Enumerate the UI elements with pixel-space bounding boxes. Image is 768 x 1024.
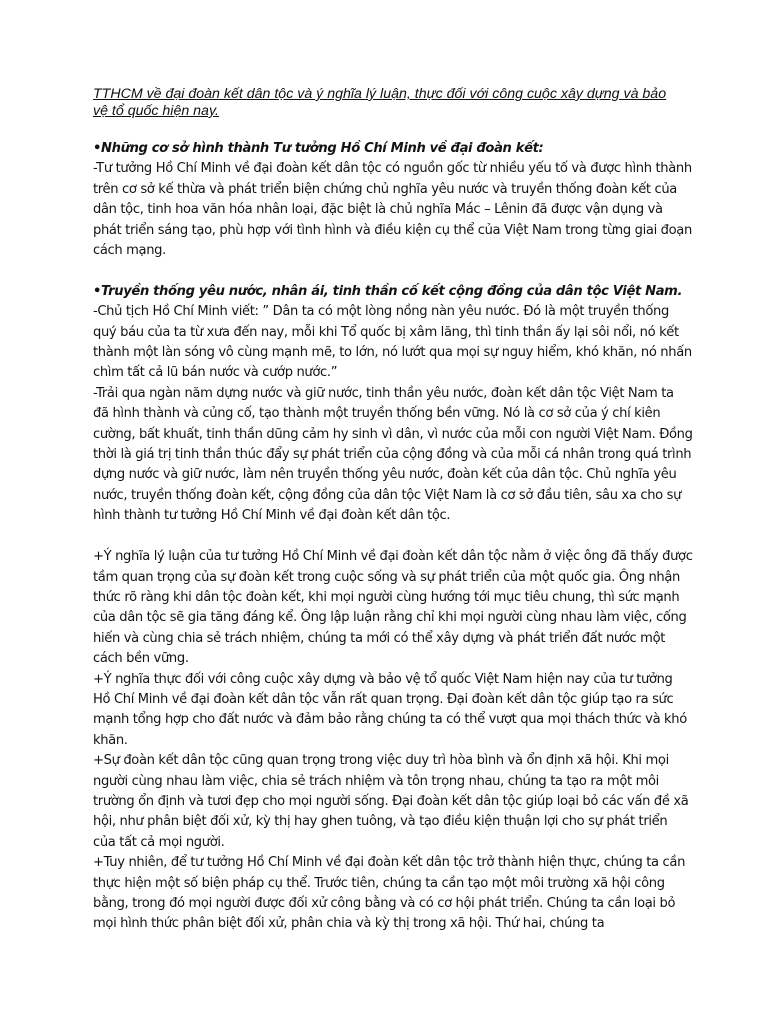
paragraph: -Tư tưởng Hồ Chí Minh về đại đoàn kết dân tộc có nguồn gốc từ nhiều yếu tố và được hình thành trên cơ sở kế thừa và phát triển biện chứng chủ nghĩa yêu nước và truyền thống đoàn kết của dân tộc, tinh hoa văn hóa nhân loại, đặc biệt là chủ nghĩa Mác – Lênin đã được vận dụng và phát triển sáng tạo, phù hợp với tình hình và điều kiện cụ thể của Việt Nam trong từng giai đoạn cách mạng. xyxy=(93,161,692,259)
section-heading: •Những cơ sở hình thành Tư tưởng Hồ Chí Minh về đại đoàn kết: xyxy=(93,141,544,156)
section-heading: •Truyền thống yêu nước, nhân ái, tinh thần cố kết cộng đồng của dân tộc Việt Nam. xyxy=(93,283,683,299)
paragraph: +Tuy nhiên, để tư tưởng Hồ Chí Minh về đại đoàn kết dân tộc trở thành hiện thực, chúng ta cần thực hiện một số biện pháp cụ thể. Trước tiên, chúng ta cần tạo một môi trường xã hội công bằng, trong đó mọi người được đối xử công bằng và có cơ hội phát triển. Chúng ta cần loại bỏ mọi hình thức phân biệt đối xử, phân chia và kỳ thị trong xã hội. Thứ hai, chúng ta xyxy=(93,855,686,932)
document-body xyxy=(93,139,693,935)
paragraph: -Trải qua ngàn năm dựng nước và giữ nước, tinh thần yêu nước, đoàn kết dân tộc Việt Nam ta đã hình thành và củng cố, tạo thành một truyền thống bền vững. Nó là cơ sở của ý chí kiên cường, bất khuất, tinh thần dũng cảm hy sinh vì dân, vì nước của mỗi con người Việt Nam. Đồng thời là giá trị tinh thần thúc đẩy sự phát triển của cộng đồng và của mỗi cá nhân trong quá trình dựng nước và giữ nước, làm nên truyền thống yêu nước, đoàn kết của dân tộc. Chủ nghĩa yêu nước, truyền thống đoàn kết, cộng đồng của dân tộc Việt Nam là cơ sở đầu tiên, sâu xa cho sự hình thành tư tưởng Hồ Chí Minh về đại đoàn kết dân tộc. xyxy=(93,385,693,524)
paragraph: +Sự đoàn kết dân tộc cũng quan trọng trong việc duy trì hòa bình và ổn định xã hội. Khi mọi người cùng nhau làm việc, chia sẻ trách nhiệm và tôn trọng nhau, chúng ta tạo ra một môi trường ổn định và tươi đẹp cho mọi người sống. Đại đoàn kết dân tộc giúp loại bỏ các vấn đề xã hội, như phân biệt đối xử, kỳ thị hay ghen tuông, và tạo điều kiện thuận lợi cho sự phát triển của tất cả mọi người. xyxy=(93,753,689,850)
paragraph: +Ý nghĩa thực đối với công cuộc xây dựng và bảo vệ tổ quốc Việt Nam hiện nay của tư tưởng Hồ Chí Minh về đại đoàn kết dân tộc vẫn rất quan trọng. Đại đoàn kết dân tộc giúp tạo ra sức mạnh tổng hợp cho đất nước và đảm bảo rằng chúng ta có thể vượt qua mọi thách thức và khó khăn. xyxy=(93,671,687,748)
document-title: TTHCM về đại đoàn kết dân tộc và ý nghĩa lý luận, thực đối với công cuộc xây dựng và bảo vệ tổ quốc hiện nay. xyxy=(93,86,667,119)
quote-paragraph: -Chủ tịch Hồ Chí Minh viết: ” Dân ta có một lòng nồng nàn yêu nước. Đó là một truyền thống quý báu của ta từ xưa đến nay, mỗi khi Tổ quốc bị xâm lăng, thì tinh thần ấy lại sôi nổi, nó kết thành một làn sóng vô cùng mạnh mẽ, to lớn, nó lướt qua mọi sự nguy hiểm, khó khăn, nó nhấn chìm tất cả lũ bán nước và cướp nước.” xyxy=(93,304,692,381)
paragraph-gap xyxy=(93,261,693,281)
paragraph-gap xyxy=(93,527,693,547)
paragraph: +Ý nghĩa lý luận của tư tưởng Hồ Chí Minh về đại đoàn kết dân tộc nằm ở việc ông đã thấy được tầm quan trọng của sự đoàn kết trong cuộc sống và sự phát triển của một quốc gia. Ông nhận thức rõ ràng khi dân tộc đoàn kết, khi mọi người cùng hướng tới mục tiêu chung, thì sức mạnh của dân tộc sẽ gia tăng đáng kể. Ông lập luận rằng chỉ khi mọi người cùng nhau làm việc, cống hiến và cùng chia sẻ trách nhiệm, chúng ta mới có thể xây dựng và phát triển đất nước một cách bền vững. xyxy=(93,549,693,667)
